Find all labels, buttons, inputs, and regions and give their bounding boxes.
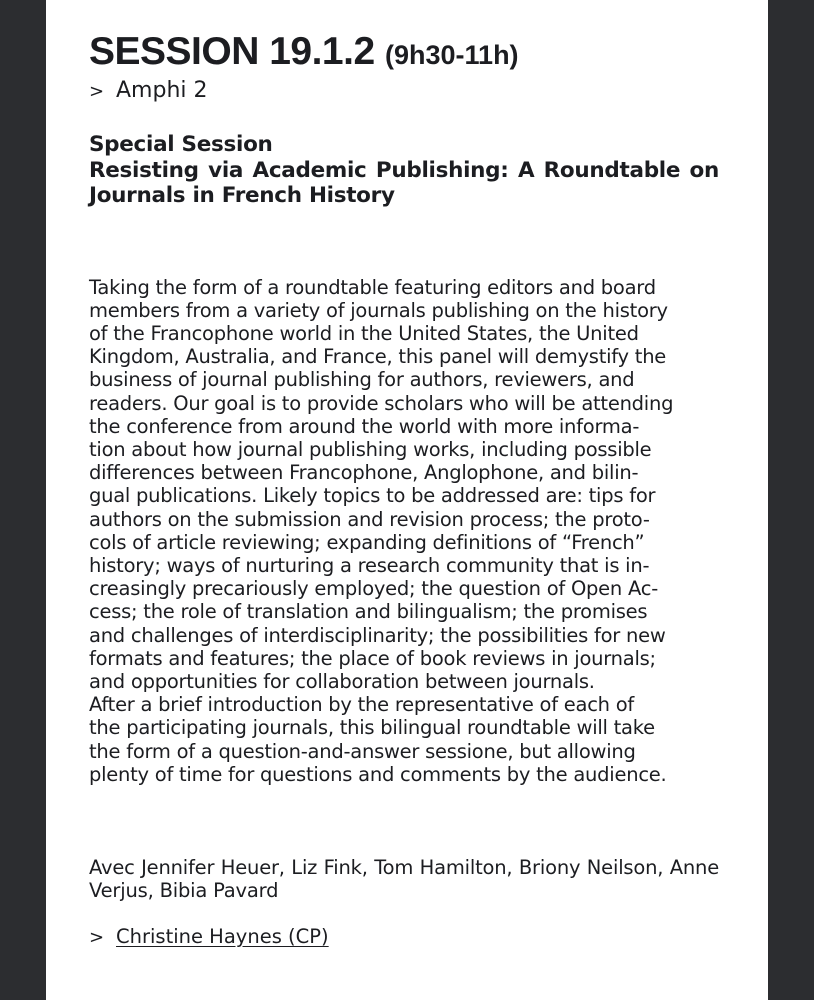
abstract-line: the form of a question-and-answer sessione, but allowing bbox=[89, 739, 636, 763]
session-content bbox=[89, 30, 719, 950]
abstract-line: authors on the submission and revision process; the proto- bbox=[89, 507, 650, 531]
chevron-right-icon: > bbox=[89, 81, 105, 102]
session-chair bbox=[89, 925, 719, 950]
session-code: SESSION 19.1.2 bbox=[89, 30, 375, 73]
special-session-block bbox=[89, 132, 719, 209]
abstract-line: creasingly precariously employed; the question of Open Ac- bbox=[89, 577, 658, 601]
session-abstract bbox=[89, 276, 719, 786]
special-session-label: Special Session bbox=[89, 132, 273, 157]
abstract-line: members from a variety of journals publishing on the history bbox=[89, 298, 668, 322]
abstract-line: tion about how journal publishing works, including possible bbox=[89, 437, 652, 461]
session-heading bbox=[89, 30, 719, 77]
abstract-line: history; ways of nurturing a research community that is in- bbox=[89, 553, 650, 577]
special-session-title: Resisting via Academic Publishing: A Roundtable on Journals in French History bbox=[89, 157, 719, 208]
abstract-line: Kingdom, Australia, and France, this panel will demystify the bbox=[89, 345, 667, 369]
abstract-line: readers. Our goal is to provide scholars who will be attending bbox=[89, 391, 674, 415]
abstract-line: cess; the role of translation and bilingualism; the promises bbox=[89, 600, 648, 624]
abstract-line: After a brief introduction by the representative of each of bbox=[89, 693, 635, 717]
abstract-line: gual publications. Likely topics to be addressed are: tips for bbox=[89, 484, 656, 508]
chair-link[interactable]: Christine Haynes (CP) bbox=[116, 924, 329, 948]
participants-list: Avec Jennifer Heuer, Liz Fink, Tom Hamilton, Briony Neilson, Anne Verjus, Bibia Pavard bbox=[89, 855, 719, 902]
abstract-line: cols of article reviewing; expanding definitions of “French” bbox=[89, 530, 645, 554]
abstract-line: of the Francophone world in the United States, the United bbox=[89, 321, 639, 345]
abstract-line: and challenges of interdisciplinarity; the possibilities for new bbox=[89, 623, 666, 647]
document-page bbox=[46, 0, 768, 1000]
abstract-line: Taking the form of a roundtable featuring editors and board bbox=[89, 275, 656, 299]
abstract-line: plenty of time for questions and comments by the audience. bbox=[89, 762, 667, 786]
abstract-line: business of journal publishing for authors, reviewers, and bbox=[89, 368, 635, 392]
abstract-line: differences between Francophone, Anglophone, and bilin- bbox=[89, 461, 639, 485]
abstract-line: and opportunities for collaboration between journals. bbox=[89, 669, 595, 693]
abstract-line: the participating journals, this bilingual roundtable will take bbox=[89, 716, 655, 740]
abstract-line: formats and features; the place of book reviews in journals; bbox=[89, 646, 656, 670]
location-label: Amphi 2 bbox=[116, 78, 208, 103]
session-time: (9h30-11h) bbox=[385, 40, 519, 70]
abstract-line: the conference from around the world with more informa- bbox=[89, 414, 640, 438]
session-location bbox=[89, 77, 719, 106]
chevron-right-icon: > bbox=[89, 926, 105, 948]
